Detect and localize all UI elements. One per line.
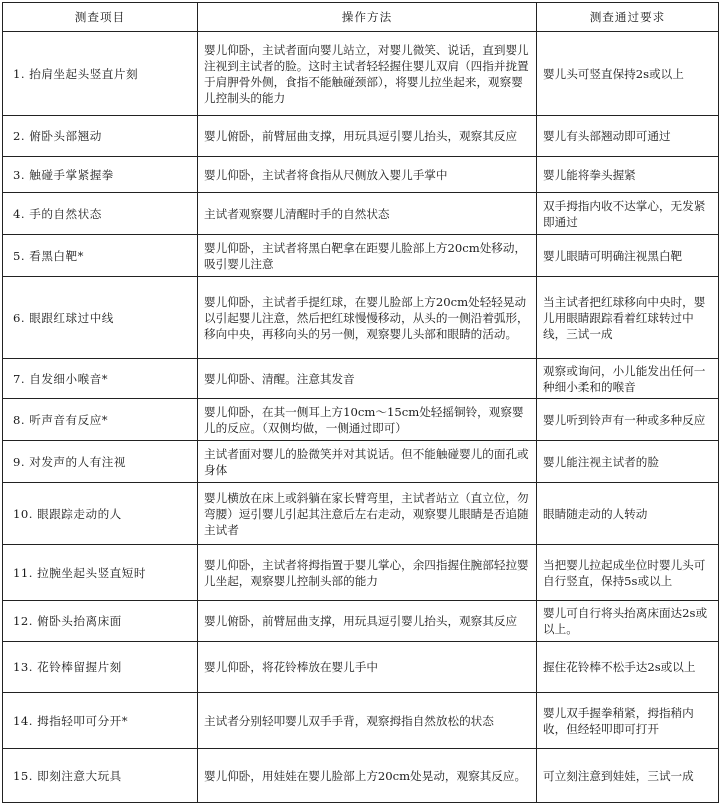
requirement-cell: 当把婴儿拉起成坐位时婴儿头可自行竖直，保持5s或以上	[537, 545, 719, 601]
table-row	[3, 483, 719, 545]
requirement-cell: 婴儿有头部翘动即可通过	[537, 116, 719, 157]
header-item: 测查项目	[3, 3, 198, 32]
table-row	[3, 116, 719, 157]
table-row	[3, 399, 719, 441]
item-cell: 12. 俯卧头抬离床面	[3, 601, 198, 642]
item-cell: 1. 抬肩坐起头竖直片刻	[3, 32, 198, 116]
item-cell: 11. 拉腕坐起头竖直短时	[3, 545, 198, 601]
method-cell: 主试者面对婴儿的脸微笑并对其说话。但不能触碰婴儿的面孔或身体	[198, 441, 537, 483]
table-row	[3, 193, 719, 235]
method-cell: 婴儿仰卧，主试者将食指从尺侧放入婴儿手掌中	[198, 157, 537, 193]
assessment-table	[2, 2, 719, 803]
method-cell: 婴儿仰卧，在其一侧耳上方10cm～15cm处轻摇铜铃，观察婴儿的反应。（双侧均做，一侧通过即可）	[198, 399, 537, 441]
table-row	[3, 235, 719, 277]
table-row	[3, 157, 719, 193]
item-cell: 3. 触碰手掌紧握拳	[3, 157, 198, 193]
method-cell: 婴儿仰卧，主试者面向婴儿站立，对婴儿微笑、说话，直到婴儿注视到主试者的脸。这时主试者轻轻握住婴儿双肩（四指并拢置于肩胛骨外侧，食指不能触碰颈部），将婴儿拉坐起来，观察婴儿控制头的能力	[198, 32, 537, 116]
table-row	[3, 642, 719, 693]
item-cell: 4. 手的自然状态	[3, 193, 198, 235]
requirement-cell: 观察或询问，小儿能发出任何一种细小柔和的喉音	[537, 359, 719, 399]
item-cell: 7. 自发细小喉音*	[3, 359, 198, 399]
item-cell: 14. 拇指轻叩可分开*	[3, 693, 198, 749]
table-row	[3, 441, 719, 483]
requirement-cell: 婴儿可自行将头抬离床面达2s或以上。	[537, 601, 719, 642]
table-row	[3, 277, 719, 359]
item-cell: 6. 眼跟红球过中线	[3, 277, 198, 359]
method-cell: 婴儿俯卧，前臂屈曲支撑，用玩具逗引婴儿抬头，观察其反应	[198, 601, 537, 642]
item-cell: 2. 俯卧头部翘动	[3, 116, 198, 157]
table-row	[3, 545, 719, 601]
requirement-cell: 婴儿双手握拳稍紧，拇指稍内收，但经轻叩即可打开	[537, 693, 719, 749]
table-row	[3, 601, 719, 642]
item-cell: 10. 眼跟踪走动的人	[3, 483, 198, 545]
method-cell: 主试者观察婴儿清醒时手的自然状态	[198, 193, 537, 235]
item-cell: 9. 对发声的人有注视	[3, 441, 198, 483]
method-cell: 婴儿横放在床上或斜躺在家长臂弯里，主试者站立（直立位，勿弯腰）逗引婴儿引起其注意后左右走动，观察婴儿眼睛是否追随主试者	[198, 483, 537, 545]
table-row	[3, 32, 719, 116]
method-cell: 婴儿仰卧，主试者将黑白靶拿在距婴儿脸部上方20cm处移动，吸引婴儿注意	[198, 235, 537, 277]
requirement-cell: 婴儿头可竖直保持2s或以上	[537, 32, 719, 116]
method-cell: 婴儿仰卧、清醒。注意其发音	[198, 359, 537, 399]
item-cell: 13. 花铃棒留握片刻	[3, 642, 198, 693]
method-cell: 婴儿仰卧，用娃娃在婴儿脸部上方20cm处晃动，观察其反应。	[198, 749, 537, 803]
item-cell: 8. 听声音有反应*	[3, 399, 198, 441]
method-cell: 婴儿仰卧，主试者将拇指置于婴儿掌心，余四指握住腕部轻拉婴儿坐起，观察婴儿控制头部的能力	[198, 545, 537, 601]
method-cell: 婴儿俯卧，前臂屈曲支撑，用玩具逗引婴儿抬头，观察其反应	[198, 116, 537, 157]
requirement-cell: 可立刻注意到娃娃，三试一成	[537, 749, 719, 803]
item-cell: 5. 看黑白靶*	[3, 235, 198, 277]
requirement-cell: 双手拇指内收不达掌心，无发紧即通过	[537, 193, 719, 235]
requirement-cell: 婴儿听到铃声有一种或多种反应	[537, 399, 719, 441]
requirement-cell: 婴儿能注视主试者的脸	[537, 441, 719, 483]
table-row	[3, 693, 719, 749]
method-cell: 婴儿仰卧，将花铃棒放在婴儿手中	[198, 642, 537, 693]
requirement-cell: 婴儿眼睛可明确注视黑白靶	[537, 235, 719, 277]
header-requirement: 测查通过要求	[537, 3, 719, 32]
requirement-cell: 握住花铃棒不松手达2s或以上	[537, 642, 719, 693]
item-cell: 15. 即刻注意大玩具	[3, 749, 198, 803]
requirement-cell: 眼睛随走动的人转动	[537, 483, 719, 545]
requirement-cell: 当主试者把红球移向中央时，婴儿用眼睛跟踪看着红球转过中线，三试一成	[537, 277, 719, 359]
table-row	[3, 749, 719, 803]
table-row	[3, 359, 719, 399]
requirement-cell: 婴儿能将拳头握紧	[537, 157, 719, 193]
method-cell: 婴儿仰卧，主试者手提红球，在婴儿脸部上方20cm处轻轻晃动以引起婴儿注意，然后把红球慢慢移动，从头的一侧沿着弧形，移向中央，再移向头的另一侧，观察婴儿头部和眼睛的活动。	[198, 277, 537, 359]
header-method: 操作方法	[198, 3, 537, 32]
method-cell: 主试者分别轻叩婴儿双手手背，观察拇指自然放松的状态	[198, 693, 537, 749]
header-row	[3, 3, 719, 32]
